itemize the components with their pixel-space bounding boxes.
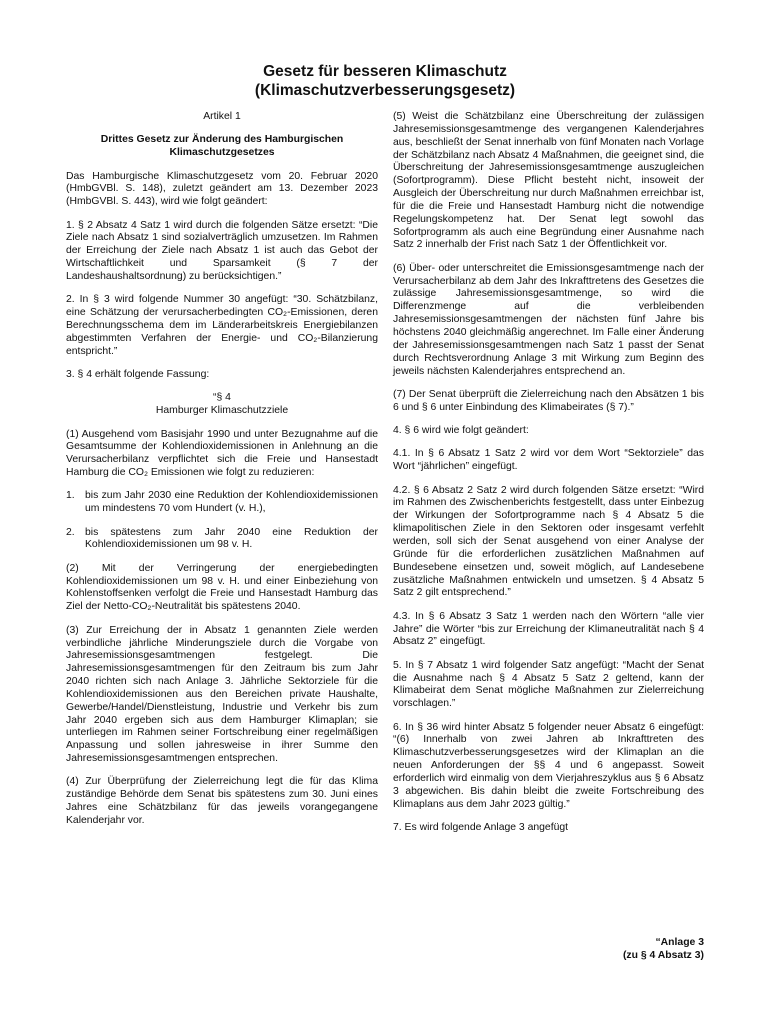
anlage-title: “Anlage 3 <box>655 937 704 948</box>
document-title <box>0 62 770 100</box>
change-item-7: 7. Es wird folgende Anlage 3 angefügt <box>393 822 569 833</box>
list-item <box>66 490 378 516</box>
artikel-heading-line-1: Drittes Gesetz zur Änderung des Hamburgischen <box>100 134 344 146</box>
absatz-5: (5) Weist die Schätzbilanz eine Überschreitung der zulässigen Jahresemissionsgesamtmenge des vergangenen Kalenderjahres aus, beschließt der Senat innerhalb von fünf Monaten nach Vorlage der Schätzbilanz nach Absatz 4 Maßnahmen, die geeignet sind, die Überschreitung der Jahresemissionsgesamtmenge auszugleichen (Sofortprogramm). Diese Pflicht besteht nicht, insoweit der Ausgleich der Überschreitung nur durch Maßnahmen erreichbar ist, für die die Freie und Hansestadt Hamburg nicht die notwendige Regelungskompetenz hat. Der Senat legt sowohl das Sofortprogramm als auch eine Begründung einer Ausnahme nach Satz 2 innerhalb der Frist nach Satz 1 der Öffentlichkeit vor. <box>393 111 704 251</box>
absatz-6: (6) Über- oder unterschreitet die Emissionsgesamtmenge nach der Verursacherbilanz ab dem Jahr des Inkrafttretens des Gesetzes die zulässige Jahresemissionsgesamtmenge, so wird die Differenzmenge auf die verbleibenden Jahresemissionsgesamtmengen der nächsten fünf Jahre bis höchstens 2040 gleichmäßig angerechnet. Im Falle einer Änderung der Jahresemissionsgesamtmengen nach Satz 1 passt der Senat durch Rechtsverordnung Anlage 3 mit Wirkung zum Beginn des jeweils nächsten Kalenderjahres entsprechend an. <box>393 262 704 377</box>
change-item-4: 4. § 6 wird wie folgt geändert: <box>393 425 529 437</box>
change-item-6: 6. In § 36 wird hinter Absatz 5 folgender neuer Absatz 6 eingefügt: “(6) Innerhalb von zwei Jahren ab Inkrafttreten des Klimaschutzverbesserungsgesetzes wird der Klimaplan an die neuen Anforderungen der §§ 4 und 6 angepasst. Soweit erforderlich wird einmalig von dem Vierjahreszyklus aus § 6 Absatz 3 abgewichen. Bis dahin bleibt die zweite Fortschreibung des Klimaplans aus dem Jahr 2023 gültig.” <box>393 721 704 810</box>
paragraph-sign: “§ 4 <box>213 392 231 404</box>
anlage-reference: (zu § 4 Absatz 3) <box>622 950 704 961</box>
list-item <box>66 527 378 553</box>
title-line-1: Gesetz für besseren Klimaschutz <box>263 63 507 80</box>
change-item-4-2: 4.2. § 6 Absatz 2 Satz 2 wird durch folgenden Sätze ersetzt: “Wird im Rahmen des Zwischenberichts festgestellt, dass unter Einbezug der Wirkungen der Sofortprogramme nach § 4 Absatz 5 die klimapolitischen Ziele in den Sektoren oder insgesamt verfehlt werden, soll sich der Senat ausgehend von einer Analyse der Gründe für die erforderlichen zusätzlichen Maßnahmen auf Bundesebene einsetzen und, soweit möglich, auf Landesebene zusätzliche Maßnahmen entwickeln und umsetzen. § 4 Absatz 5 Satz 2 gilt entsprechend.” <box>393 484 704 599</box>
left-column <box>66 111 378 838</box>
intro-paragraph: Das Hamburgische Klimaschutzgesetz vom 20. Februar 2020 (HmbGVBl. S. 148), zuletzt geändert am 13. Dezember 2023 (HmbGVBl. S. 443), wird wie folgt geändert: <box>66 170 378 208</box>
title-line-2: (Klimaschutzverbesserungsgesetz) <box>254 82 516 99</box>
right-column <box>393 111 704 845</box>
list-item-number: 2. <box>66 526 75 538</box>
artikel-label: Artikel 1 <box>203 111 241 122</box>
change-item-4-1: 4.1. In § 6 Absatz 1 Satz 2 wird vor dem Wort “Sektorziele” das Wort “jährlichen” eingefügt. <box>393 448 704 473</box>
artikel-heading-line-2: Klimaschutzgesetzes <box>169 147 275 159</box>
list-item-text: bis zum Jahr 2030 eine Reduktion der Kohlendioxidemissionen um mindestens 70 vom Hundert (v. H.), <box>85 490 378 515</box>
change-item-5: 5. In § 7 Absatz 1 wird folgender Satz angefügt: “Macht der Senat die Ausnahme nach § 4 Absatz 5 Satz 2 geltend, kann der Klimabeirat dem Senat mögliche Maßnahmen zur Zielerreichung vorschlagen.” <box>393 659 704 710</box>
paragraph-title: Hamburger Klimaschutzziele <box>155 405 289 417</box>
list-item-number: 1. <box>66 490 75 502</box>
absatz-2: (2) Mit der Verringerung der energiebedingten Kohlendioxidemissionen um 98 v. H. und einer Einbeziehung von Kohlenstoffsenken verfolgt die Freie und Hansestadt Hamburg das Ziel der Netto-CO₂-Neutralität bis spätestens 2040. <box>66 562 378 613</box>
change-item-1: 1. § 2 Absatz 4 Satz 1 wird durch die folgenden Sätze ersetzt: “Die Ziele nach Absatz 1 sind sozialverträglich umzusetzen. Im Rahmen der Erreichung der Ziele nach Absatz 1 ist auch das Gebot der Wirtschaftlichkeit und Sparsamkeit (§ 7 der Landeshaushaltsordnung) zu berücksichtigen.” <box>66 219 378 282</box>
change-item-2: 2. In § 3 wird folgende Nummer 30 angefügt: “30. Schätzbilanz, eine Schätzung der verursacherbedingten CO₂-Emissionen, deren Berechnungsschema dem im Länderarbeitskreis Energiebilanzen abgestimmten Verfahren der Energie- und CO₂-Bilanzierung entspricht.” <box>66 294 378 357</box>
absatz-3: (3) Zur Erreichung der in Absatz 1 genannten Ziele werden verbindliche jährliche Minderungsziele durch die Vorgabe von Jahresemissionsgesamtmengen festgelegt. Die Jahresemissionsgesamtmengen für den Zeitraum bis zum Jahr 2040 richten sich nach Anlage 3. Jährliche Sektorziele für die Kohlendioxidemissionen aus den Bereichen private Haushalte, Gewerbe/Handel/Dienstleistung, Industrie und Verkehr bis zum Jahr 2040 ergeben sich aus dem Hamburger Klimaplan; sie unterliegen im Rahmen seiner Fortschreibung einer regelmäßigen Anpassung und sollen jahresweise in ihrer Summe den Jahresemissionsgesamtmengen entsprechen. <box>66 624 378 765</box>
list-item-text: bis spätestens zum Jahr 2040 eine Reduktion der Kohlendioxidemissionen um 98 v. H. <box>85 526 378 551</box>
absatz-7: (7) Der Senat überprüft die Zielerreichung nach den Absätzen 1 bis 6 und § 6 unter Einbindung des Klimabeirates (§ 7).” <box>393 388 704 413</box>
absatz-1: (1) Ausgehend vom Basisjahr 1990 und unter Bezugnahme auf die Gesamtsumme der Kohlendioxidemissionen in Anlehnung an die Verursacherbilanz verpflichtet sich die Freie und Hansestadt Hamburg die CO₂ Emissionen wie folgt zu reduzieren: <box>66 428 378 479</box>
change-item-3: 3. § 4 erhält folgende Fassung: <box>66 369 210 380</box>
absatz-4: (4) Zur Überprüfung der Zielerreichung legt die für das Klima zuständige Behörde dem Senat bis spätestens zum 30. Juni eines Jahres eine Schätzbilanz für das jeweils vorangegangene Kalenderjahr vor. <box>66 776 378 826</box>
anlage-heading <box>623 936 704 962</box>
change-item-4-3: 4.3. In § 6 Absatz 3 Satz 1 werden nach den Wörtern “alle vier Jahre” die Wörter “bis zur Erreichung der Klimaneutralität nach § 4 Absatz 2” eingefügt. <box>393 610 704 648</box>
